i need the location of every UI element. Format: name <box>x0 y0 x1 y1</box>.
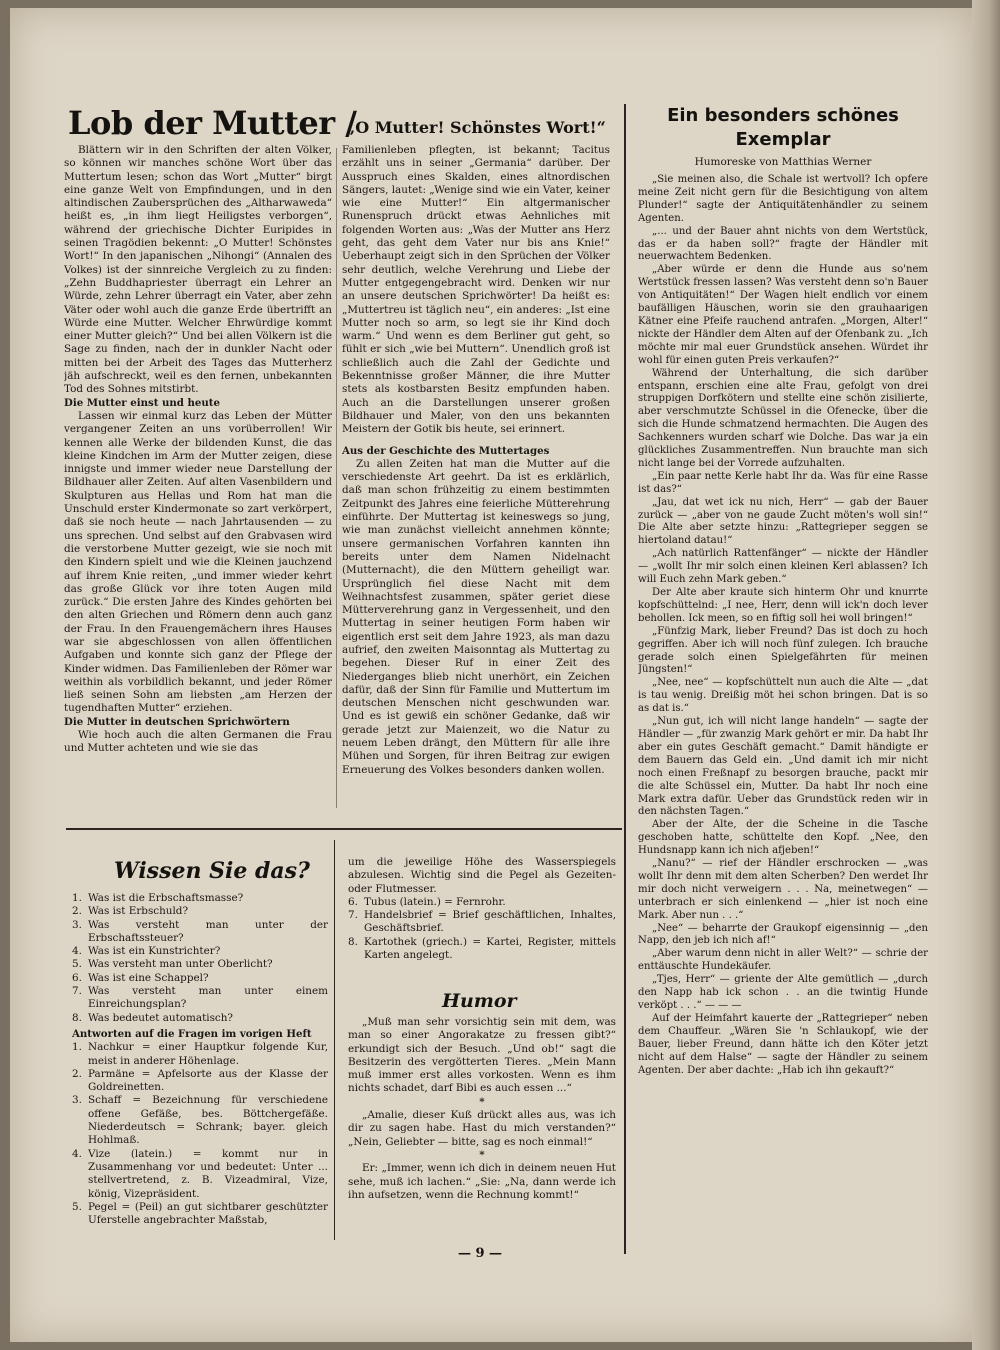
humor-title: Humor <box>442 990 517 1012</box>
humoreske-paragraph: „Nanu?“ — rief der Händler erschrocken — „was wollt Ihr denn mit dem alten Scherben? Den werdet Ihr mir doch nicht verweigern . . . Na, meinetwegen“ — unterbrach er sich einlenkend — „hier ist noch eine Mark. Aber nun . . .“ <box>638 858 928 921</box>
humoreske-title-line2: Exemplar <box>735 129 831 150</box>
humoreske-paragraph: „Jau, dat wet ick nu nich, Herr“ — gab der Bauer zurück — „aber von ne gaude Zucht möten's woll sin!“ Die Alte aber setzte hinzu: „Rattegrieper seggen se hiertoland datau!“ <box>638 496 928 547</box>
article-col2: Familienleben pflegten, ist bekannt; Tacitus erzählt uns in seiner „Germania“ darüber. Der Ausspruch eines Skalden, eines altnordischen Sängers, lautet: „Wenige sind wie ein Vater, keiner wie eine Mutter!“ Ein altgermanischer Runenspruch drückt etwas Aehnliches mit folgenden Worten aus: „Was der Mutter ans Herz geht, das geht dem Vater nur bis ans Knie!“ Ueberhaupt zeigt sich in den Sprüchen der Völker sehr deutlich, welche Verehrung und Liebe der Mutter entgegengebracht wird. Denken wir nur an unsere deutschen Sprichwörter! Da heißt es: „Muttertreu ist täglich neu“, ein anderes: „Ist eine Mutter noch so arm, so legt sie ihr Kind doch warm.“ Und wenn es dem Berliner gut geht, so fühlt er sich „wie bei Muttern“. Unendlich groß ist schließlich auch die Zahl der Gedichte und Bekenntnisse großer Männer, die ihre Mutter stets als kostbarsten Besitz empfunden haben. Auch an die Darstellungen unserer großen Bildhauer und Maler, von den uns bekannten Meistern der Gotik bis heute, sei erinnert. <box>342 144 610 436</box>
joke-separator: * <box>479 1095 485 1108</box>
joke: Er: „Immer, wenn ich dich in deinem neuen Hut sehe, muß ich lachen.“ „Sie: „Na, dann werde ich ihn aufsetzen, wenn die Rechnung kommt!“ <box>348 1162 616 1201</box>
humoreske-paragraph: „Nun gut, ich will nicht lange handeln“ — sagte der Händler — „für zwanzig Mark gehört er mir. Da habt Ihr aber ein gutes Geschäft gemacht.“ Damit händigte er dem Bauern das Geld ein. „Und damit ich mir nicht noch einen Freßnapf zu besorgen brauche, packt mir die alte Schüssel ein, Mutter. Da habt Ihr noch eine Mark extra dafür. Ueber das Grundstück reden wir in den nächsten Tagen.“ <box>638 716 928 818</box>
item-text: Schaff = Bezeichnung für verschiedene offene Gefäße, bes. Böttchergefäße. Niederdeutsch = Schrank; bayer. gleich Hohlmaß. <box>88 1094 328 1147</box>
wissen-column-2 <box>348 856 616 986</box>
item-number: 6. <box>72 971 82 984</box>
list-item <box>348 936 616 963</box>
list-item <box>72 1012 328 1025</box>
item-text: Was versteht man unter einem Einreichungsplan? <box>88 985 328 1011</box>
item-number: 1. <box>72 892 82 904</box>
list-item <box>72 958 328 971</box>
newspaper-page <box>10 8 972 1342</box>
item-number: 8. <box>72 1011 82 1024</box>
humoreske-paragraph: „Ein paar nette Kerle habt Ihr da. Was für eine Rasse ist das?“ <box>638 470 928 495</box>
item-number: 2. <box>72 1067 82 1080</box>
question-list <box>72 892 328 1025</box>
joke: „Amalie, dieser Kuß drückt alles aus, was ich dir zu sagen habe. Hast du mich verstanden?“ „Nein, Geliebter — bitte, sag es noch einmal!“ <box>348 1109 616 1148</box>
article-column-2 <box>342 144 610 812</box>
item-text: Tubus (latein.) = Fernrohr. <box>364 895 506 908</box>
joke: „Muß man sehr vorsichtig sein mit dem, was man so einer Angorakatze zu fressen gibt?“ erkundigt sich der Besuch. „Und ob!“ sagt die Besitzerin des vergötterten Tieres. „Mein Mann muß immer erst alles vorkosten. Wenn es ihm nichts schadet, darf Bibi es auch essen ...“ <box>348 1016 616 1095</box>
humoreske-title-line1: Ein besonders schönes <box>667 105 899 126</box>
wissen-title: Wissen Sie das? <box>114 858 310 884</box>
item-text: Parmäne = Apfelsorte aus der Klasse der Goldreinetten. <box>88 1067 328 1094</box>
humor-column <box>348 1016 616 1244</box>
article-geschichte: Zu allen Zeiten hat man die Mutter auf die verschiedenste Art geehrt. Da ist es erklärlich, daß man schon frühzeitig zu einem bestimmten Zeitpunkt des Jahres eine feierliche Mütterehrung einführte. Der Muttertag ist keineswegs so jung, wie man zunächst vielleicht annehmen könnte; unsere germanischen Vorfahren kannten ihn bereits unter dem Namen Nidelnacht (Mutternacht), die den Müttern geheiligt war. Ursprünglich fiel diese Nacht mit dem Weihnachtsfest zusammen, später geriet diese Mütterverehrung ganz in Vergessenheit, und den Muttertag in seiner heutigen Form haben wir eigentlich erst seit dem Jahre 1923, als man dazu aufrief, den zweiten Maisonntag als Muttertag zu begehen. Dieser Ruf in einer Zeit des Niederganges blieb nicht unerhört, ein Zeichen dafür, daß der Sinn für Familie und Muttertum im deutschen Menschen nicht geschwunden war. Und es ist gewiß ein schöner Gedanke, daß wir gerade jetzt zur Maienzeit, wo die Natur zu neuem Leben drängt, den Müttern für alle ihre Mühen und Sorgen, für ihren Beitrag zur ewigen Erneuerung des Volkes besonders danken wollen. <box>342 457 610 776</box>
item-text: Pegel = (Peil) an gut sichtbarer geschützter Uferstelle angebrachter Maßstab, <box>88 1200 328 1227</box>
item-number: 4. <box>72 945 82 958</box>
answer-continuation: um die jeweilige Höhe des Wasserspiegels abzulesen. Wichtig sind die Pegel als Gezeiten- oder Flutmesser. <box>348 856 616 895</box>
humoreske-paragraph: „Ach natürlich Rattenfänger“ — nickte der Händler — „wollt Ihr mir solch einen kleinen Kerl ablassen? Ich will Euch zehn Mark geben.“ <box>638 548 928 586</box>
article-einst: Lassen wir einmal kurz das Leben der Mütter vergangener Zeiten an uns vorüberrollen! Wir kennen alle Werke der bildenden Kunst, die das kleine Kindchen im Arm der Mutter zeigen, diese innigste und immer wieder neue Darstellung der Bildhauer aller Zeiten. Auf alten Vasenbildern und Skulpturen aus Hellas und Rom hat man die Unschuld erster Kindermonate so zart verkörpert, daß sie noch heute — nach Jahrtausenden — zu uns sprechen. Und selbst auf den Grabvasen wird die verstorbene Mutter gezeigt, wie sie noch mit den Kindern spielt und wie die Kleinen jauchzend auf ihrem Knie reiten, „und immer wieder kehrt das große Glück vor ihre toten Augen mild zurück.“ Die ersten Jahre des Kindes gehörten bei den alten Griechen und Römern denn auch ganz der Frau. In den Frauengemächern ihres Hauses war sie abgeschlossen von allen öffentlichen Aufgaben und konnte sich ganz der Pflege der Kinder widmen. Das Familienleben der Römer war weithin als vorbildlich bekannt, und jeder Römer ließ seinen Sohn am liebsten „am Herzen der tugendhaften Mutter“ erziehen. <box>64 409 332 715</box>
item-number: 7. <box>72 985 82 998</box>
heading-geschichte: Aus der Geschichte des Muttertages <box>342 444 550 457</box>
item-number: 2. <box>72 905 82 918</box>
list-item <box>348 896 616 909</box>
item-text: Was ist Erbschuld? <box>88 905 189 918</box>
humoreske-paragraph: Aber der Alte, der die Scheine in die Tasche geschoben hatte, schüttelte den Kopf. „Nee, den Hundsnapp kann ich nich afjeben!“ <box>638 819 928 857</box>
list-item <box>72 892 328 905</box>
item-number: 6. <box>348 895 358 908</box>
heading-sprichwoerter: Die Mutter in deutschen Sprichwörtern <box>64 715 290 728</box>
list-item <box>72 1094 328 1147</box>
page-number: — 9 — <box>457 1246 503 1261</box>
item-text: Was ist ein Kunstrichter? <box>88 945 221 958</box>
humoreske-paragraph: „Sie meinen also, die Schale ist wertvoll? Ich opfere meine Zeit nicht gern für die Besichtigung von altem Plunder!“ sagte der Antiquitätenhändler zu seinem Agenten. <box>638 174 928 224</box>
humoreske-paragraph: Auf der Heimfahrt kauerte der „Rattegrieper“ neben dem Chauffeur. „Wären Sie 'n Schlaukopf, wie der Bauer, lieber Freund, dann hätte ich den Köter jetzt nicht auf dem Halse“ — sagte der Händler zu seinem Agenten. Der aber dachte: „Hab ich ihn gekauft?“ <box>638 1012 928 1076</box>
humoreske-author: Humoreske von Matthias Werner <box>694 156 872 168</box>
item-number: 1. <box>72 1041 82 1054</box>
answer-list <box>72 1041 328 1227</box>
heading-einst: Die Mutter einst und heute <box>64 396 220 409</box>
humoreske-paragraph: „Nee, nee“ — kopfschüttelt nun auch die Alte — „dat is tau wenig. Dreißig möt hei schon bringen. Dat is so as dat is.“ <box>638 677 928 715</box>
item-number: 4. <box>72 1147 82 1160</box>
humoreske-paragraph: „Fünfzig Mark, lieber Freund? Das ist doch zu hoch gegriffen. Aber ich will noch fünf zulegen. Ich brauche gerade solch einen Spielgefährten für meinen Jüngsten!“ <box>638 625 928 676</box>
item-number: 3. <box>72 1094 82 1107</box>
humoreske-column <box>638 174 928 1240</box>
humoreske-paragraph: „Nee“ — beharrte der Graukopf eigensinnig — „den Napp, den jeb ich nich af!“ <box>638 922 928 947</box>
item-text: Was versteht man unter Oberlicht? <box>88 958 273 971</box>
item-text: Handelsbrief = Brief geschäftlichen, Inhaltes, Geschäftsbrief. <box>364 909 616 935</box>
item-number: 8. <box>348 935 358 948</box>
item-number: 5. <box>72 1200 82 1213</box>
humoreske-paragraph: Der Alte aber kraute sich hinterm Ohr und knurrte kopfschüttelnd: „I nee, Herr, denn will ick'n doch lever behollen. Ick meen, so en fiftig soll hei woll bringen!“ <box>638 587 928 624</box>
article-intro: Blättern wir in den Schriften der alten Völker, so können wir manches schöne Wort über das Muttertum lesen; schon das Wort „Mutter“ birgt eine ganze Welt von Empfindungen, und in den altindischen Zaubersprüchen des „Altharwaweda“ heißt es, „in ihm liegt Heiligstes verborgen“, während der griechische Dichter Euripides in seinen Tragödien bekennt: „O Mutter! Schönstes Wort!“ In den japanischen „Nihongi“ (Annalen des Volkes) ist der sinnreiche Vergleich zu zu finden: „Zehn Buddhapriester überragt ein Lehrer an Würde, zehn Lehrer überragt ein Vater, aber zehn Väter oder wohl auch die ganze Erde übertrifft an Würde eine Mutter. Welcher Ehrwürdige kommt einer Mutter gleich?“ Und bei allen Völkern ist die Sage zu finden, nach der in dunkler Nacht oder mitten bei der Arbeit des Tages das Mutterherz jäh aufschreckt, weil es den fernen, unbekannten Tod des Sohnes mitstirbt. <box>64 144 332 396</box>
item-number: 5. <box>72 958 82 971</box>
humoreske-title <box>638 104 928 152</box>
list-item <box>72 985 328 1012</box>
list-item <box>72 919 328 946</box>
item-text: Was bedeutet automatisch? <box>88 1011 233 1024</box>
wissen-column <box>72 892 328 1242</box>
item-text: Vize (latein.) = kommt nur in Zusammenhang vor und bedeutet: Unter ... stellvertretend, z. B. Vizeadmiral, Vize, könig, Vizepräsident. <box>88 1147 328 1200</box>
article-subtitle: „O Mutter! Schönstes Wort!“ <box>346 118 606 137</box>
page-edge <box>972 0 1000 1350</box>
humoreske-paragraph: „... und der Bauer ahnt nichts von dem Wertstück, das er da haben soll?“ fragte der Händler mit neuerwachtem Bedenken. <box>638 225 928 263</box>
column-divider-article <box>336 148 337 808</box>
humoreske-paragraph: „Aber würde er denn die Hunde aus so'nem Wertstück fressen lassen? Was versteht denn so'n Bauer von Antiquitäten!“ Der Wagen hielt endlich vor einem baufälligen Häuschen, worin sie den grauhaarigen Kätner eine Pfeife rauchend antrafen. „Morgen, Alter!“ nickte der Händler dem Alten auf der Ofenbank zu. „Ich möchte mir mal euer Grundstück ansehen. Würdet ihr wohl für einen guten Preis verkaufen?“ <box>638 264 928 366</box>
humoreske-paragraph: „Aber warum denn nicht in aller Welt?“ — schrie der enttäuschte Hundekäufer. <box>638 948 928 973</box>
item-text: Was versteht man unter der Erbschaftssteuer? <box>88 918 328 944</box>
list-item <box>72 1148 328 1201</box>
humoreske-paragraph: „Tjes, Herr“ — griente der Alte gemütlich — „durch den Napp hab ick schon . . an die twintig Hunde verköpt . . .“ — — — <box>638 974 928 1011</box>
item-text: Was ist eine Schappel? <box>88 971 209 984</box>
answers-title: Antworten auf die Fragen im vorigen Heft <box>72 1027 312 1040</box>
humoreske-paragraph: Während der Unterhaltung, die sich darüber entspann, erschien eine alte Frau, gefolgt von drei struppigen Dorfkötern und stellte eine schön zisilierte, aber verschmutzte Schüssel in die Ofenecke, über die sich die Hunde schmatzend hermachten. Die Augen des Sachkenners wurden scharf wie Dolche. Das war ja ein glückliches Zusammentreffen. Nun brauchte man sich nicht lange bei der Vorrede aufzuhalten. <box>638 367 928 469</box>
article-title: Lob der Mutter / <box>68 104 357 142</box>
list-item <box>72 1201 328 1228</box>
column-divider-main <box>624 104 626 1254</box>
item-text: Was ist die Erbschaftsmasse? <box>88 892 244 904</box>
article-sprich: Wie hoch auch die alten Germanen die Frau und Mutter achteten und wie sie das <box>64 729 332 755</box>
article-column-1 <box>64 144 332 812</box>
answer-list-2 <box>348 896 616 962</box>
section-divider <box>66 828 622 830</box>
list-item <box>72 905 328 918</box>
list-item <box>72 1041 328 1068</box>
list-item <box>348 909 616 936</box>
column-divider-wissen <box>334 840 335 1240</box>
item-number: 3. <box>72 918 82 931</box>
list-item <box>72 972 328 985</box>
joke-separator: * <box>479 1148 485 1161</box>
item-text: Kartothek (griech.) = Kartei, Register, mittels Karten angelegt. <box>364 935 616 962</box>
item-number: 7. <box>348 909 358 922</box>
list-item <box>72 945 328 958</box>
list-item <box>72 1068 328 1095</box>
item-text: Nachkur = einer Hauptkur folgende Kur, meist in anderer Höhenlage. <box>88 1041 328 1067</box>
